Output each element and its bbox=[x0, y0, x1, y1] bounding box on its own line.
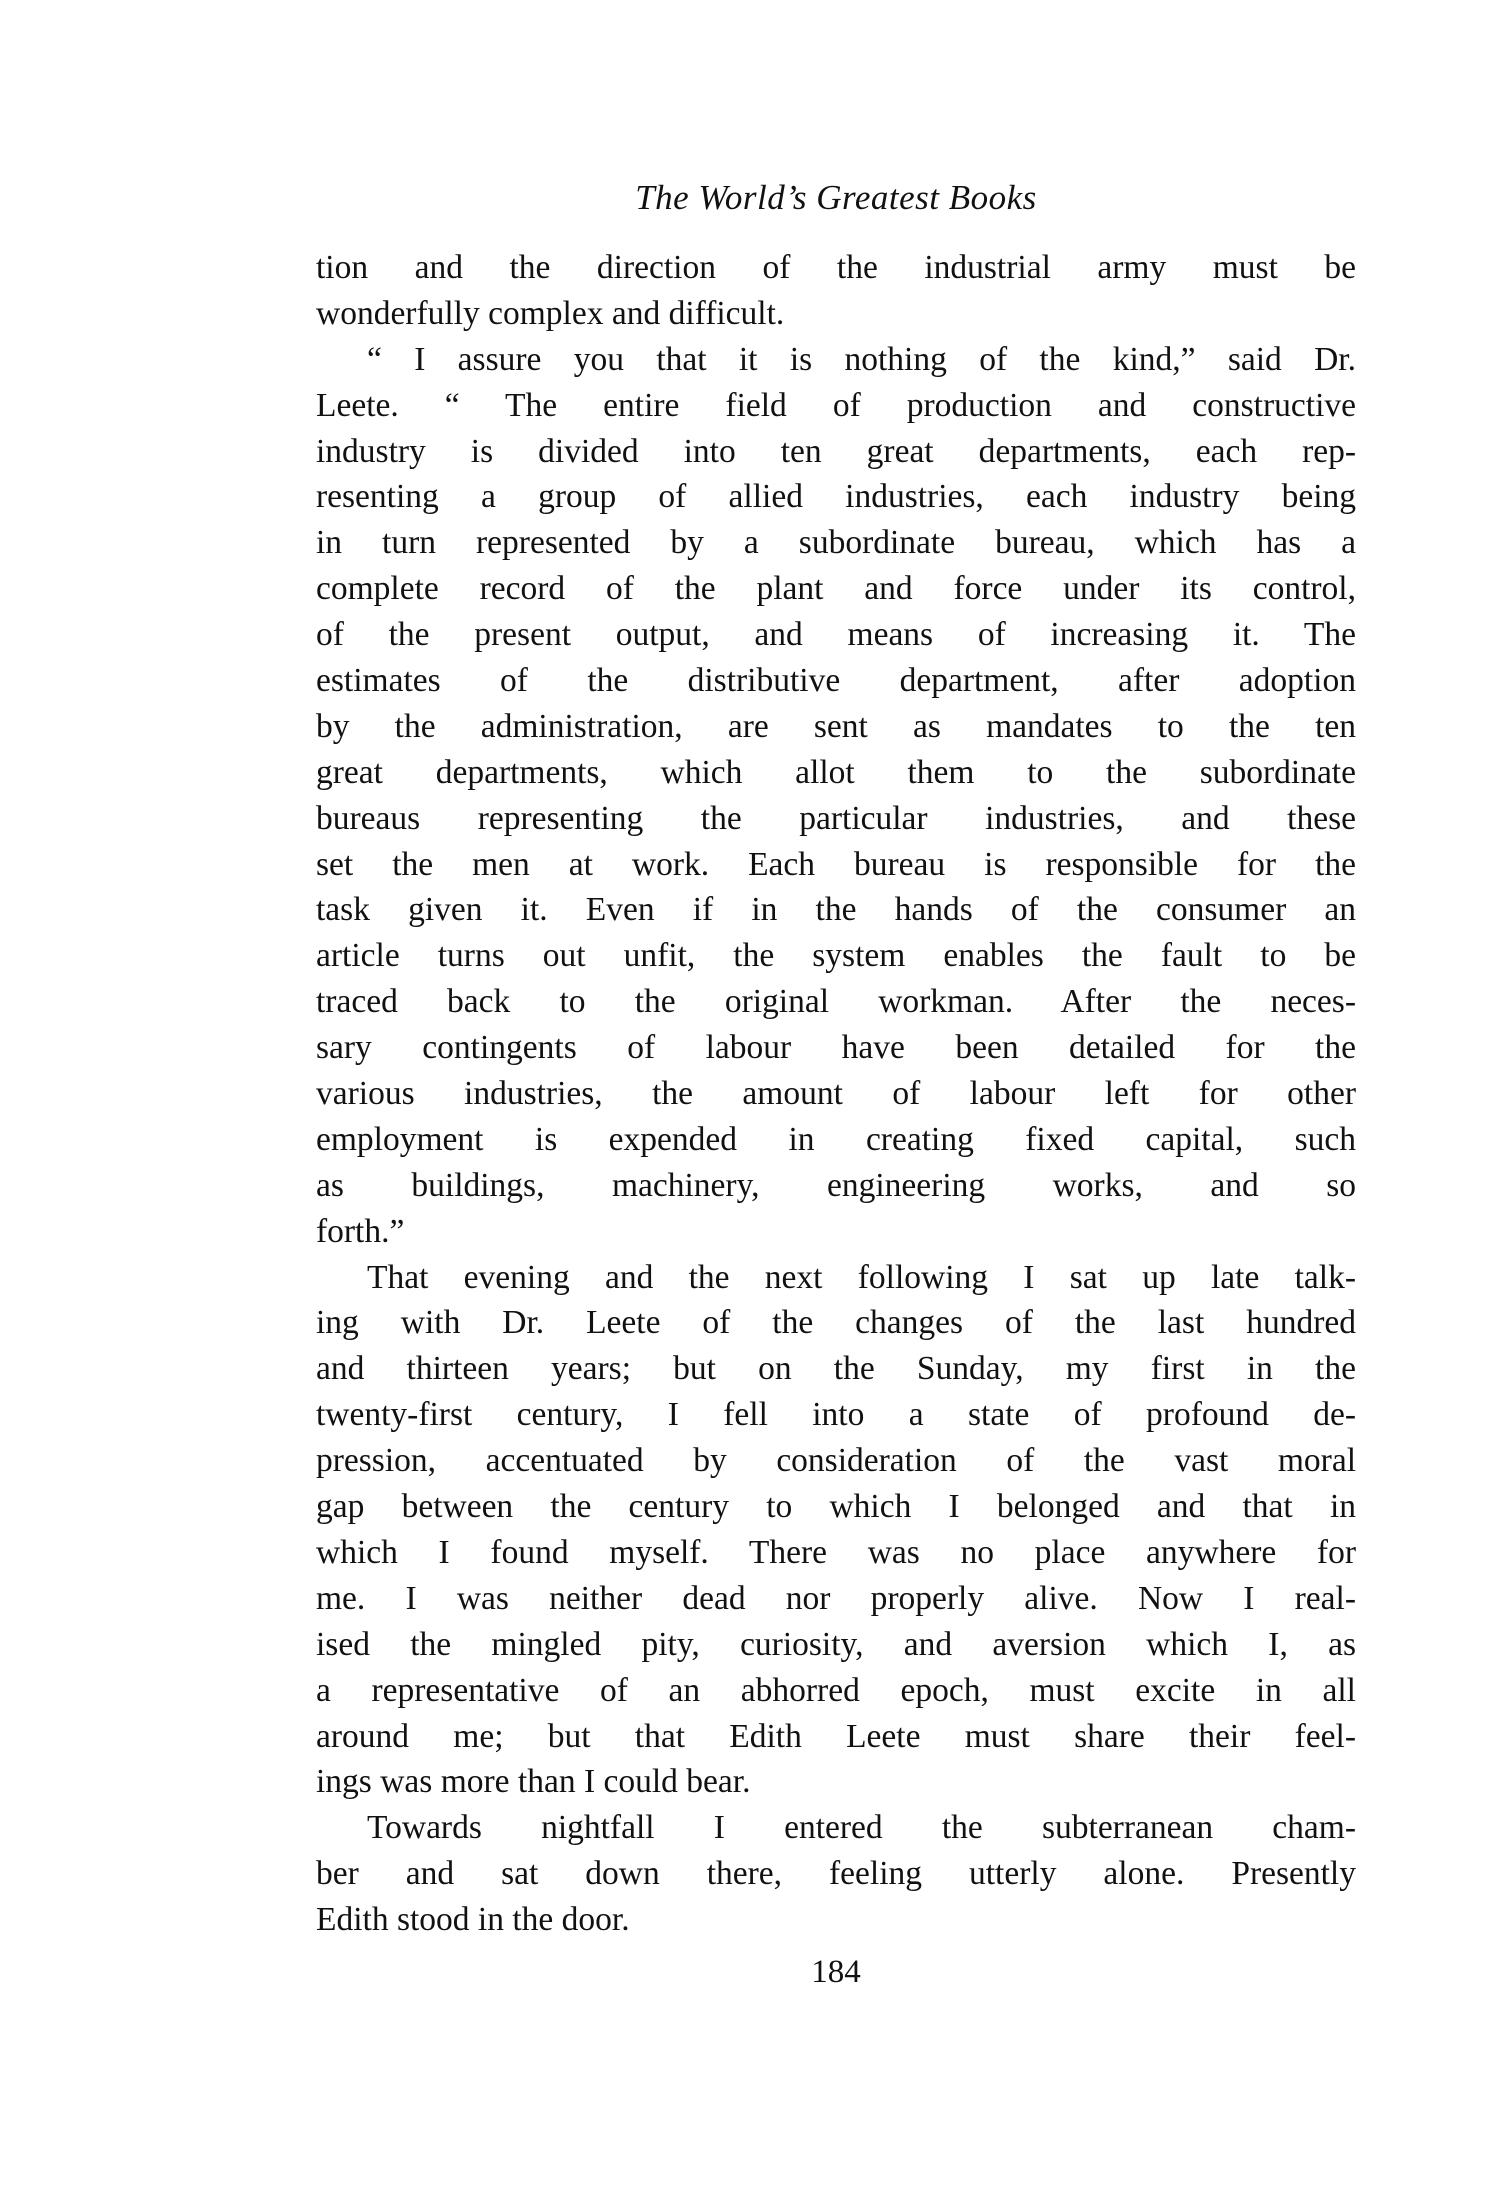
text-line: resenting a group of allied industries, each industry being bbox=[316, 478, 1356, 516]
text-line: That evening and the next following I sat up late talk- bbox=[367, 1258, 1356, 1296]
text-line: Leete. “ The entire field of production and constructive bbox=[316, 386, 1356, 424]
text-line: sary contingents of labour have been detailed for the bbox=[316, 1029, 1356, 1067]
text-line: twenty-first century, I fell into a state of profound de- bbox=[316, 1396, 1356, 1434]
text-line: employment is expended in creating fixed capital, such bbox=[316, 1120, 1356, 1158]
text-line: a representative of an abhorred epoch, must excite in all bbox=[316, 1671, 1356, 1709]
text-line: forth.” bbox=[316, 1212, 405, 1250]
text-line: task given it. Even if in the hands of the consumer an bbox=[316, 891, 1356, 929]
text-line: estimates of the distributive department, after adoption bbox=[316, 662, 1356, 700]
text-line: bureaus representing the particular industries, and these bbox=[316, 799, 1356, 837]
text-line: complete record of the plant and force under its control, bbox=[316, 570, 1356, 608]
text-line: ber and sat down there, feeling utterly alone. Presently bbox=[316, 1855, 1356, 1893]
text-line: ings was more than I could bear. bbox=[316, 1763, 751, 1801]
text-line: traced back to the original workman. After the neces- bbox=[316, 983, 1356, 1021]
text-line: industry is divided into ten great departments, each rep- bbox=[316, 432, 1356, 470]
text-line: of the present output, and means of increasing it. The bbox=[316, 616, 1356, 654]
text-line: Towards nightfall I entered the subterranean cham- bbox=[367, 1809, 1356, 1847]
text-line: around me; but that Edith Leete must share their feel- bbox=[316, 1717, 1356, 1755]
text-line: ised the mingled pity, curiosity, and aversion which I, as bbox=[316, 1625, 1356, 1663]
text-line: tion and the direction of the industrial army must be bbox=[316, 249, 1356, 286]
text-line: pression, accentuated by consideration of the vast moral bbox=[316, 1442, 1356, 1480]
text-line: by the administration, are sent as mandates to the ten bbox=[316, 707, 1356, 745]
paragraph-4 bbox=[316, 1805, 1356, 1943]
text-line: which I found myself. There was no place anywhere for bbox=[316, 1533, 1356, 1571]
body-text bbox=[316, 245, 1356, 1943]
text-line: set the men at work. Each bureau is responsible for the bbox=[316, 845, 1356, 883]
paragraph-2 bbox=[316, 337, 1356, 1255]
text-line: great departments, which allot them to the subordinate bbox=[316, 753, 1356, 791]
text-line: ing with Dr. Leete of the changes of the last hundred bbox=[316, 1304, 1356, 1342]
paragraph-1 bbox=[316, 245, 1356, 337]
page-number: 184 bbox=[811, 1954, 861, 1990]
running-head: The World’s Greatest Books bbox=[635, 178, 1037, 217]
text-line: as buildings, machinery, engineering works, and so bbox=[316, 1166, 1356, 1204]
text-line: in turn represented by a subordinate bureau, which has a bbox=[316, 524, 1356, 562]
text-line: and thirteen years; but on the Sunday, my first in the bbox=[316, 1350, 1356, 1388]
text-line: me. I was neither dead nor properly alive. Now I real- bbox=[316, 1579, 1356, 1617]
text-line: “ I assure you that it is nothing of the kind,” said Dr. bbox=[367, 340, 1356, 378]
text-line: wonderfully complex and difficult. bbox=[316, 294, 785, 332]
text-line: various industries, the amount of labour left for other bbox=[316, 1075, 1356, 1113]
text-line: Edith stood in the door. bbox=[316, 1901, 630, 1939]
text-line: gap between the century to which I belonged and that in bbox=[316, 1488, 1356, 1526]
text-line: article turns out unfit, the system enables the fault to be bbox=[316, 937, 1356, 975]
paragraph-3 bbox=[316, 1255, 1356, 1806]
